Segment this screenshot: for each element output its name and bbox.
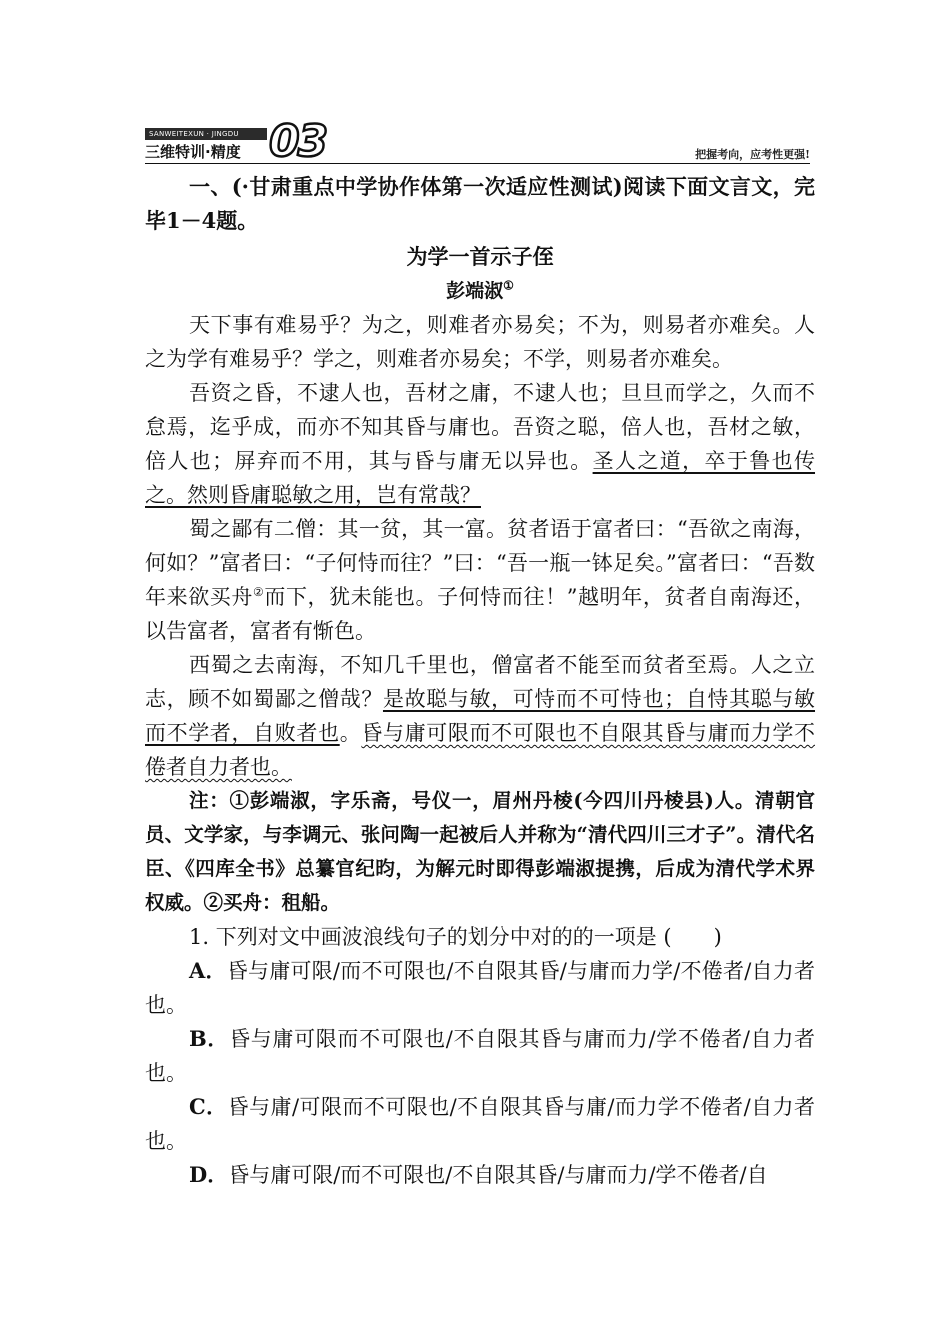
option-b-text: 昏与庸可限而不可限也/不自限其昏与庸而力/学不倦者/自力者也。 [145, 1027, 815, 1085]
article-paragraph-2 [145, 376, 815, 512]
header-slogan: 把握考向，应考性更强! [695, 148, 810, 161]
article-paragraph-1: 天下事有难易乎？为之，则难者亦易矣；不为，则易者亦难矣。人之为学有难易乎？学之，则难者亦易矣；不学，则易者亦难矣。 [145, 313, 815, 371]
notes-text: ①彭端淑，字乐斋，号仪一，眉州丹棱(今四川丹棱县)人。清朝官员、文学家，与李调元、张问陶一起被后人并称为“清代四川三才子”。清代名臣、《四库全书》总纂官纪昀，为解元时即得彭端淑提携，后成为清代学术界权威。②买舟：租船。 [145, 789, 815, 914]
article-title: 为学一首示子侄 [406, 245, 554, 269]
question-intro-line2: 完毕1－4题。 [145, 174, 815, 233]
paragraph-3-text-b: 而下，犹未能也。子何恃而往！”越明年，贫者自南海还，以告富者，富者有惭色。 [145, 585, 815, 643]
question-intro-line1: 一、(·甘肃重点中学协作体第一次适应性测试)阅读下面文言文， [189, 174, 794, 199]
wavy-underlined-sentence: 昏与庸可限而不可限也不自限其昏与庸而力学不倦者自力者也。 [145, 721, 816, 779]
option-b-letter: B． [189, 1026, 230, 1051]
notes-label: 注： [189, 789, 230, 812]
option-c[interactable] [145, 1090, 815, 1158]
option-a-letter: A． [189, 958, 227, 983]
question-1-stem: 1. 下列对文中画波浪线句子的划分中对的的一项是 ( ) [189, 925, 722, 949]
badge-number: 03 [269, 116, 327, 167]
page-header [145, 116, 810, 168]
paragraph-4-period: 。 [339, 721, 362, 745]
author-name: 彭端淑 [446, 280, 504, 302]
section-badge [145, 116, 327, 167]
article-notes [145, 784, 815, 920]
option-c-text: 昏与庸/可限而不可限也/不自限其昏与庸/而力学不倦者/自力者也。 [145, 1095, 815, 1153]
option-a[interactable] [145, 954, 815, 1022]
option-d-letter: D． [189, 1162, 229, 1187]
underlined-sentence-1: 圣人之道，卒于鲁也传之。然则昏庸聪敏之用，岂有常哉？ [145, 449, 816, 507]
header-divider [145, 163, 810, 164]
note-mark-2: ② [252, 585, 265, 599]
article-paragraph-3 [145, 512, 815, 648]
author-note-mark: ① [503, 278, 514, 293]
document-body [145, 170, 815, 1192]
paragraph-3-text-a: 蜀之鄙有二僧：其一贫，其一富。贫者语于富者曰：“吾欲之南海，何如？”富者曰：“子何恃而往？”曰：“吾一瓶一钵足矣。”富者曰：“吾数年来欲买舟 [145, 517, 815, 609]
option-d-text: 昏与庸可限/而不可限也/不自限其昏/与庸而力/学不倦者/自 [228, 1163, 768, 1187]
option-d[interactable] [145, 1158, 815, 1192]
question-intro [145, 170, 815, 238]
option-b[interactable] [145, 1022, 815, 1090]
option-a-text: 昏与庸可限/而不可限也/不自限其昏/与庸而力学/不倦者/自力者也。 [145, 959, 816, 1017]
paragraph-2-text: 吾资之昏，不逮人也，吾材之庸，不逮人也；旦旦而学之，久而不怠焉，迄乎成，而亦不知其昏与庸也。吾资之聪，倍人也，吾材之敏，倍人也；屏弃而不用，其与昏与庸无以异也。 [145, 381, 815, 473]
option-c-letter: C． [189, 1094, 228, 1119]
badge-english-label: SANWEITEXUN · JINGDU [145, 128, 267, 140]
article-author [145, 274, 815, 308]
paragraph-4-text: 西蜀之去南海，不知几千里也，僧富者不能至而贫者至焉。人之立志，顾不如蜀鄙之僧哉？ [145, 653, 815, 711]
underlined-sentence-2: 是故聪与敏，可恃而不可恃也；自恃其聪与敏而不学者，自败者也 [145, 687, 816, 745]
badge-chinese-label: 三维特训·精度 [145, 143, 241, 161]
article-paragraph-4 [145, 648, 815, 784]
